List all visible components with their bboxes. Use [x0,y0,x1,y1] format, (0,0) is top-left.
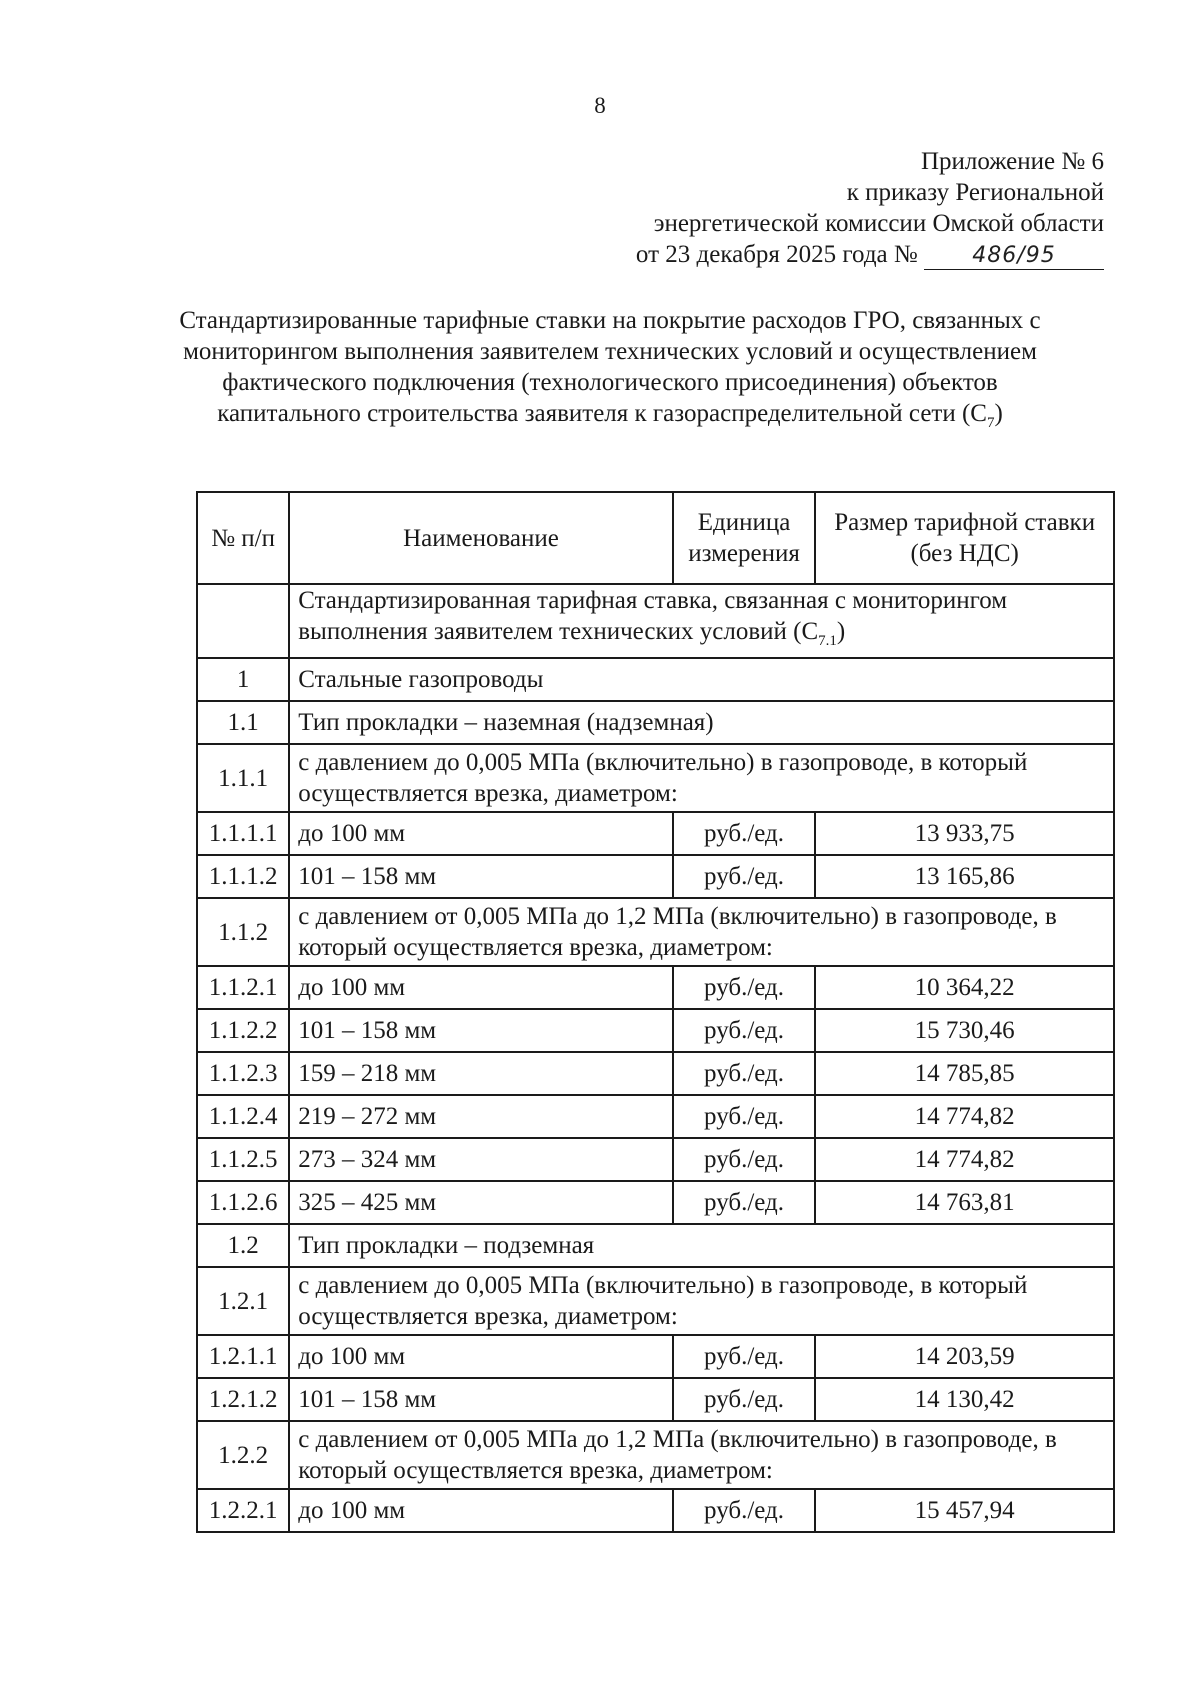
table-row [197,1267,1114,1335]
row-number: 1.1.1.2 [197,855,289,898]
row-value: 15 730,46 [815,1009,1114,1052]
row-number: 1.1.1.1 [197,812,289,855]
row-number: 1.1.2.5 [197,1138,289,1181]
row-value: 14 763,81 [815,1181,1114,1224]
row-name: 273 – 324 мм [289,1138,673,1181]
table-row [197,658,1114,701]
row-name: 219 – 272 мм [289,1095,673,1138]
table-row [197,966,1114,1009]
row-name: 101 – 158 мм [289,1009,673,1052]
row-value: 14 785,85 [815,1052,1114,1095]
row-value: 15 457,94 [815,1489,1114,1532]
row-unit: руб./ед. [673,1489,816,1532]
row-value: 14 774,82 [815,1138,1114,1181]
row-value: 13 933,75 [815,812,1114,855]
order-date-line [484,239,1104,270]
section-row [197,584,1114,658]
row-value: 14 774,82 [815,1095,1114,1138]
row-name: до 100 мм [289,1335,673,1378]
section-title-cell [289,584,1114,658]
row-name: с давлением от 0,005 МПа до 1,2 МПа (включительно) в газопроводе, в который осуществляется врезка, диаметром: [289,898,1114,966]
header-num: № п/п [197,492,289,584]
row-unit: руб./ед. [673,1181,816,1224]
document-title-subscript: 7 [986,415,995,431]
row-number: 1.1.2.6 [197,1181,289,1224]
row-name: 159 – 218 мм [289,1052,673,1095]
table-row [197,812,1114,855]
row-number: 1.1 [197,701,289,744]
row-unit: руб./ед. [673,966,816,1009]
row-unit: руб./ед. [673,1095,816,1138]
section-subscript: 7.1 [818,633,837,649]
row-number: 1.2.1.1 [197,1335,289,1378]
table-row [197,855,1114,898]
document-title-close: ) [994,400,1003,427]
tariff-table [196,491,1115,1533]
table-row [197,1378,1114,1421]
page-number: 8 [594,93,606,118]
table-row [197,701,1114,744]
row-name: Тип прокладки – наземная (надземная) [289,701,1114,744]
row-number: 1 [197,658,289,701]
row-unit: руб./ед. [673,855,816,898]
table-row [197,1224,1114,1267]
row-value: 14 130,42 [815,1378,1114,1421]
row-name: 101 – 158 мм [289,1378,673,1421]
row-number: 1.2 [197,1224,289,1267]
table-row [197,1138,1114,1181]
order-number-handwritten: 486/95 [924,243,1104,270]
row-number: 1.1.2.2 [197,1009,289,1052]
table-row [197,1009,1114,1052]
row-name: с давлением до 0,005 МПа (включительно) в газопроводе, в который осуществляется врезка, диаметром: [289,1267,1114,1335]
row-value: 14 203,59 [815,1335,1114,1378]
row-unit: руб./ед. [673,1378,816,1421]
row-name: с давлением от 0,005 МПа до 1,2 МПа (включительно) в газопроводе, в который осуществляется врезка, диаметром: [289,1421,1114,1489]
document-title-text: Стандартизированные тарифные ставки на покрытие расходов ГРО, связанных с мониторингом выполнения заявителем технических условий и осуществлением фактического подключения (технологического присоединения) объектов капитального строительства заявителя к газораспределительной сети (С [179,307,1041,427]
row-number: 1.1.2.4 [197,1095,289,1138]
row-unit: руб./ед. [673,1138,816,1181]
row-number: 1.2.2.1 [197,1489,289,1532]
table-row [197,1335,1114,1378]
row-value: 13 165,86 [815,855,1114,898]
row-number: 1.2.2 [197,1421,289,1489]
row-number: 1.2.1.2 [197,1378,289,1421]
row-number: 1.1.2.1 [197,966,289,1009]
appendix-header [484,146,1104,270]
section-num-cell [197,584,289,658]
row-unit: руб./ед. [673,1009,816,1052]
table-row [197,898,1114,966]
table-row [197,1052,1114,1095]
table-row [197,1421,1114,1489]
row-number: 1.1.1 [197,744,289,812]
section-close: ) [836,618,846,645]
appendix-label: Приложение № 6 [920,148,1104,175]
row-number: 1.1.2.3 [197,1052,289,1095]
document-title [150,305,1070,439]
header-unit: Единица измерения [673,492,816,584]
order-date: от 23 декабря 2025 года № [635,241,918,268]
row-name: 101 – 158 мм [289,855,673,898]
row-name: 325 – 425 мм [289,1181,673,1224]
table-row [197,1489,1114,1532]
row-value: 10 364,22 [815,966,1114,1009]
header-value: Размер тарифной ставки (без НДС) [815,492,1114,584]
header-name: Наименование [289,492,673,584]
row-unit: руб./ед. [673,1335,816,1378]
table-row [197,1181,1114,1224]
row-number: 1.1.2 [197,898,289,966]
row-name: Стальные газопроводы [289,658,1114,701]
row-name: до 100 мм [289,1489,673,1532]
row-name: Тип прокладки – подземная [289,1224,1114,1267]
row-unit: руб./ед. [673,1052,816,1095]
order-reference: к приказу Региональной [846,179,1104,206]
row-name: до 100 мм [289,812,673,855]
row-name: до 100 мм [289,966,673,1009]
table-row [197,744,1114,812]
commission-name: энергетической комиссии Омской области [653,210,1104,237]
row-name: с давлением до 0,005 МПа (включительно) в газопроводе, в который осуществляется врезка, диаметром: [289,744,1114,812]
row-number: 1.2.1 [197,1267,289,1335]
section-title: Стандартизированная тарифная ставка, связанная с мониторингом выполнения заявителем технических условий (С [298,587,1008,645]
table-body [197,584,1114,1532]
table-row [197,1095,1114,1138]
row-unit: руб./ед. [673,812,816,855]
table-header-row [197,492,1114,584]
